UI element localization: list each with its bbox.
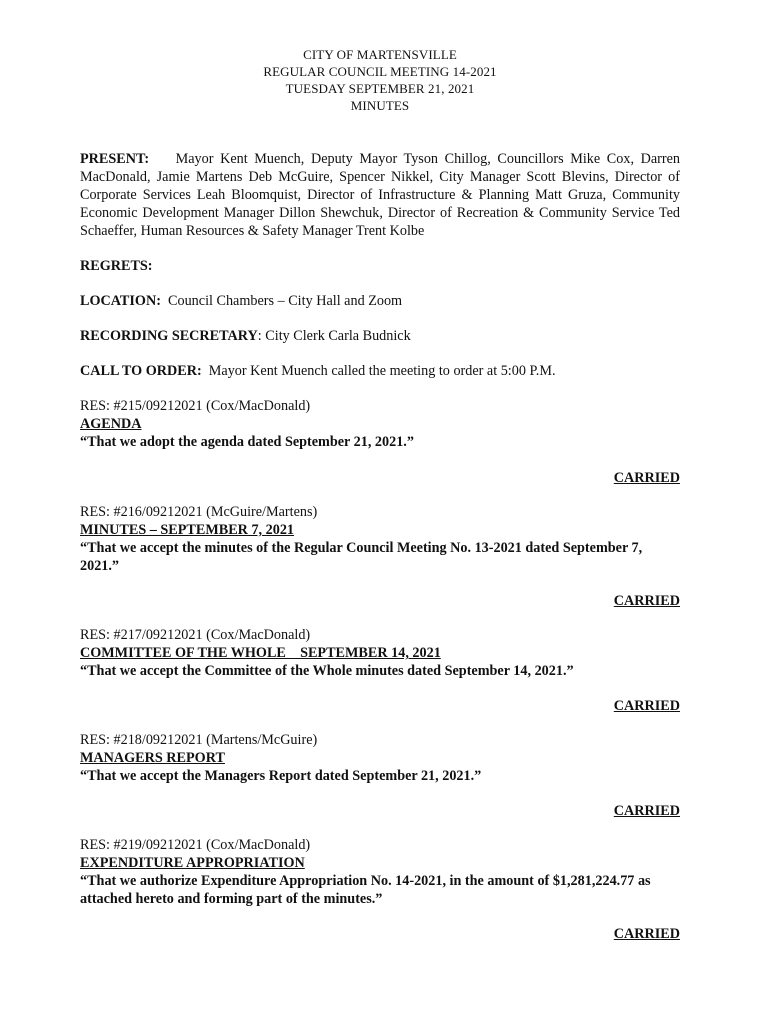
document-header <box>80 46 680 114</box>
resolution-result: CARRIED <box>613 926 680 942</box>
resolution-number: RES: #216/09212021 (McGuire/Martens) <box>80 504 318 520</box>
header-minutes: MINUTES <box>350 98 410 113</box>
resolution-216 <box>80 503 680 610</box>
resolution-number: RES: #217/09212021 (Cox/MacDonald) <box>80 627 311 643</box>
resolution-result: CARRIED <box>613 470 680 486</box>
header-city: CITY OF MARTENSVILLE <box>303 47 457 62</box>
resolution-number: RES: #215/09212021 (Cox/MacDonald) <box>80 398 311 414</box>
resolution-title: MANAGERS REPORT <box>80 750 225 766</box>
resolution-result: CARRIED <box>613 698 680 714</box>
resolution-217 <box>80 626 680 715</box>
resolution-215 <box>80 397 680 487</box>
resolution-title: MINUTES – SEPTEMBER 7, 2021 <box>80 522 295 538</box>
secretary-label: RECORDING SECRETARY <box>80 328 258 344</box>
resolution-motion: “That we accept the Committee of the Whole minutes dated September 14, 2021.” <box>80 663 574 679</box>
resolution-218 <box>80 731 680 820</box>
resolution-motion: “That we accept the Managers Report dated September 21, 2021.” <box>80 768 482 784</box>
resolution-title: COMMITTEE OF THE WHOLE SEPTEMBER 14, 2021 <box>80 645 441 661</box>
call-to-order-label: CALL TO ORDER: <box>80 363 202 379</box>
minutes-page <box>80 46 680 943</box>
call-to-order-text: Mayor Kent Muench called the meeting to order at 5:00 P.M. <box>208 363 556 379</box>
secretary-section <box>80 327 680 345</box>
resolution-motion: “That we adopt the agenda dated September 21, 2021.” <box>80 434 414 450</box>
resolution-number: RES: #218/09212021 (Martens/McGuire) <box>80 732 318 748</box>
present-section <box>80 150 680 240</box>
header-date: TUESDAY SEPTEMBER 21, 2021 <box>285 81 475 96</box>
resolution-motion: “That we accept the minutes of the Regular Council Meeting No. 13-2021 dated September 7, 2021.” <box>80 540 643 574</box>
resolution-title: AGENDA <box>80 416 142 432</box>
resolution-result: CARRIED <box>613 593 680 609</box>
call-to-order-section <box>80 362 680 380</box>
resolution-result: CARRIED <box>613 803 680 819</box>
regrets-section <box>80 257 680 275</box>
present-text: Mayor Kent Muench, Deputy Mayor Tyson Chillog, Councillors Mike Cox, Darren MacDonald, Jamie Martens Deb McGuire, Spencer Nikkel, City Manager Scott Blevins, Director of Corporate Services Leah Bloomquist, Director of Infrastructure & Planning Matt Gruza, Community Economic Development Manager Dillon Shewchuk, Director of Recreation & Community Service Ted Schaeffer, Human Resources & Safety Manager Trent Kolbe <box>80 151 680 239</box>
location-label: LOCATION: <box>80 293 161 309</box>
resolution-number: RES: #219/09212021 (Cox/MacDonald) <box>80 837 311 853</box>
location-text: Council Chambers – City Hall and Zoom <box>168 293 403 309</box>
header-meeting: REGULAR COUNCIL MEETING 14-2021 <box>263 64 497 79</box>
resolution-title: EXPENDITURE APPROPRIATION <box>80 855 305 871</box>
regrets-label: REGRETS: <box>80 258 153 274</box>
location-section <box>80 292 680 310</box>
secretary-text: : City Clerk Carla Budnick <box>257 328 411 344</box>
resolution-219 <box>80 836 680 943</box>
present-label: PRESENT: <box>80 151 150 167</box>
resolution-motion: “That we authorize Expenditure Appropriation No. 14-2021, in the amount of $1,281,224.77 as attached hereto and forming part of the minutes.” <box>80 873 651 907</box>
